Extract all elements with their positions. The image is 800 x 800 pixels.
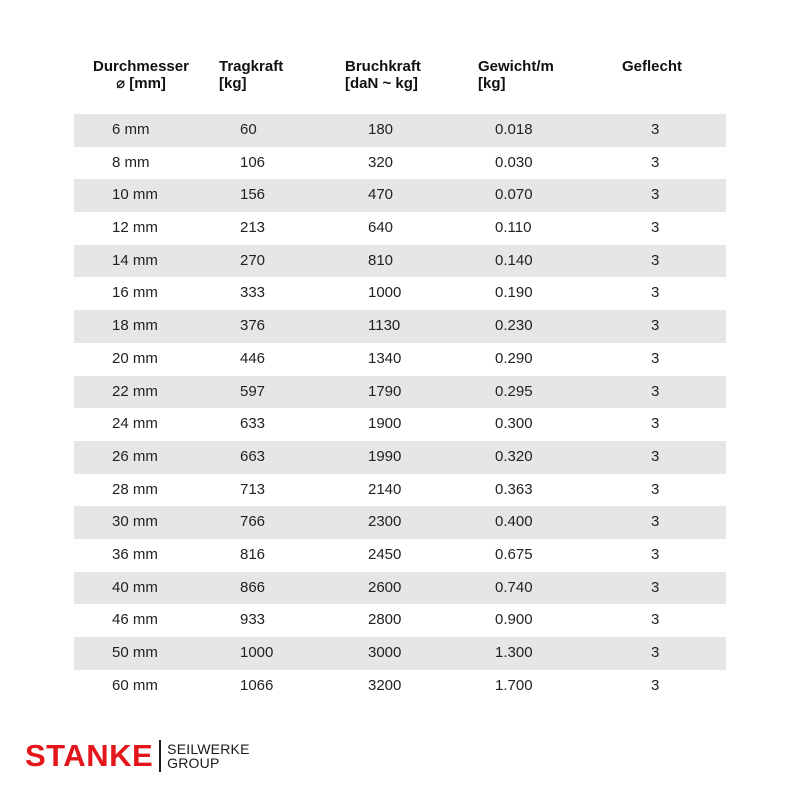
- cell-braid: 3: [651, 186, 660, 204]
- cell-working-load: 446: [240, 349, 266, 367]
- cell-diameter: 14 mm: [112, 251, 158, 269]
- cell-weight: 0.030: [495, 153, 533, 171]
- table-row: [74, 572, 726, 605]
- header-braid: [622, 58, 702, 75]
- logo-subtitle: [167, 742, 249, 770]
- cell-weight: 0.190: [495, 284, 533, 302]
- cell-braid: 3: [651, 480, 660, 498]
- table-row: [74, 408, 726, 441]
- header-working-load: [219, 58, 299, 92]
- cell-breaking-load: 1990: [368, 447, 402, 465]
- cell-breaking-load: 2600: [368, 578, 402, 596]
- cell-working-load: 156: [240, 186, 266, 204]
- cell-weight: 0.140: [495, 251, 533, 269]
- stanke-logo: [25, 736, 250, 776]
- cell-weight: 0.400: [495, 513, 533, 531]
- cell-breaking-load: 2140: [368, 480, 402, 498]
- table-row: [74, 114, 726, 147]
- cell-weight: 0.070: [495, 186, 533, 204]
- cell-weight: 0.110: [495, 219, 532, 237]
- cell-diameter: 16 mm: [112, 284, 158, 302]
- cell-diameter: 12 mm: [112, 219, 158, 237]
- table-row: [74, 376, 726, 409]
- cell-weight: 0.675: [495, 545, 533, 563]
- cell-breaking-load: 1000: [368, 284, 402, 302]
- table-row: [74, 539, 726, 572]
- table-row: [74, 474, 726, 507]
- cell-breaking-load: 2450: [368, 545, 402, 563]
- cell-braid: 3: [651, 317, 660, 335]
- cell-braid: 3: [651, 513, 660, 531]
- cell-diameter: 40 mm: [112, 578, 158, 596]
- cell-diameter: 20 mm: [112, 349, 158, 367]
- table-row: [74, 212, 726, 245]
- cell-working-load: 933: [240, 611, 266, 629]
- table-row: [74, 179, 726, 212]
- cell-working-load: 60: [240, 121, 257, 138]
- cell-breaking-load: 3200: [368, 676, 402, 694]
- cell-weight: 0.230: [495, 317, 533, 335]
- table-row: [74, 441, 726, 474]
- cell-diameter: 60 mm: [112, 676, 158, 694]
- cell-braid: 3: [651, 545, 660, 563]
- cell-working-load: 713: [240, 480, 266, 498]
- cell-breaking-load: 2300: [368, 513, 402, 531]
- header-weight: [478, 58, 578, 92]
- cell-breaking-load: 810: [368, 251, 394, 269]
- logo-brand: STANKE: [25, 738, 154, 773]
- table-row: [74, 147, 726, 180]
- logo-sub-line1: SEILWERKE: [167, 741, 250, 757]
- header-breaking-load: [345, 58, 445, 92]
- cell-breaking-load: 640: [368, 219, 394, 237]
- cell-diameter: 50 mm: [112, 644, 158, 661]
- header-weight-label: Gewicht/m: [478, 58, 554, 75]
- cell-diameter: 24 mm: [112, 415, 158, 433]
- cell-diameter: 10 mm: [112, 186, 158, 204]
- table-row: [74, 343, 726, 376]
- cell-braid: 3: [651, 349, 660, 367]
- table-row: [74, 637, 726, 670]
- cell-braid: 3: [651, 219, 660, 237]
- cell-diameter: 22 mm: [112, 382, 158, 400]
- cell-weight: 0.320: [495, 447, 533, 465]
- cell-working-load: 866: [240, 578, 266, 596]
- cell-breaking-load: 1340: [368, 349, 402, 367]
- data-table: [74, 114, 726, 702]
- cell-diameter: 28 mm: [112, 480, 158, 498]
- cell-breaking-load: 2800: [368, 611, 402, 629]
- cell-braid: 3: [651, 676, 660, 694]
- header-working-load-label: Tragkraft: [219, 58, 284, 75]
- cell-breaking-load: 1900: [368, 415, 402, 433]
- cell-weight: 1.300: [495, 644, 533, 661]
- cell-diameter: 36 mm: [112, 545, 158, 563]
- cell-working-load: 1000: [240, 644, 274, 661]
- cell-weight: 0.363: [495, 480, 533, 498]
- header-diameter-unit: ⌀ [mm]: [116, 75, 166, 92]
- table-row: [74, 506, 726, 539]
- header-breaking-load-unit: [daN ~ kg]: [345, 75, 418, 92]
- cell-weight: 0.290: [495, 349, 533, 367]
- cell-working-load: 633: [240, 415, 266, 433]
- cell-diameter: 30 mm: [112, 513, 158, 531]
- cell-diameter: 26 mm: [112, 447, 158, 465]
- cell-weight: 0.018: [495, 121, 533, 138]
- table-header: [0, 58, 800, 102]
- header-diameter-label: Durchmesser: [93, 58, 189, 75]
- cell-working-load: 1066: [240, 676, 274, 694]
- cell-braid: 3: [651, 153, 660, 171]
- cell-braid: 3: [651, 447, 660, 465]
- cell-working-load: 376: [240, 317, 266, 335]
- cell-weight: 0.295: [495, 382, 533, 400]
- header-weight-unit: [kg]: [478, 75, 506, 92]
- table-row: [74, 670, 726, 703]
- cell-braid: 3: [651, 578, 660, 596]
- cell-working-load: 766: [240, 513, 266, 531]
- cell-braid: 3: [651, 121, 660, 138]
- cell-weight: 1.700: [495, 676, 533, 694]
- cell-working-load: 333: [240, 284, 266, 302]
- cell-breaking-load: 3000: [368, 644, 402, 661]
- header-breaking-load-label: Bruchkraft: [345, 58, 421, 75]
- cell-diameter: 8 mm: [112, 153, 150, 171]
- cell-breaking-load: 1130: [368, 317, 401, 335]
- cell-weight: 0.900: [495, 611, 533, 629]
- logo-divider: [159, 740, 161, 772]
- cell-working-load: 213: [240, 219, 266, 237]
- header-diameter: [88, 58, 194, 92]
- cell-breaking-load: 180: [368, 121, 394, 138]
- cell-braid: 3: [651, 611, 660, 629]
- header-working-load-unit: [kg]: [219, 75, 247, 92]
- table-row: [74, 310, 726, 343]
- cell-braid: 3: [651, 644, 660, 661]
- logo-sub-line2: GROUP: [167, 755, 220, 771]
- cell-breaking-load: 320: [368, 153, 394, 171]
- header-braid-label: Geflecht: [622, 58, 683, 75]
- cell-weight: 0.740: [495, 578, 533, 596]
- cell-working-load: 106: [240, 153, 266, 171]
- cell-working-load: 597: [240, 382, 266, 400]
- cell-diameter: 46 mm: [112, 611, 158, 629]
- table-row: [74, 604, 726, 637]
- cell-working-load: 816: [240, 545, 266, 563]
- cell-braid: 3: [651, 415, 660, 433]
- cell-braid: 3: [651, 284, 660, 302]
- table-row: [74, 245, 726, 278]
- cell-diameter: 18 mm: [112, 317, 158, 335]
- cell-braid: 3: [651, 382, 660, 400]
- cell-breaking-load: 470: [368, 186, 394, 204]
- cell-diameter: 6 mm: [112, 121, 150, 138]
- cell-working-load: 270: [240, 251, 266, 269]
- table-row: [74, 277, 726, 310]
- cell-weight: 0.300: [495, 415, 533, 433]
- cell-braid: 3: [651, 251, 660, 269]
- cell-breaking-load: 1790: [368, 382, 402, 400]
- cell-working-load: 663: [240, 447, 266, 465]
